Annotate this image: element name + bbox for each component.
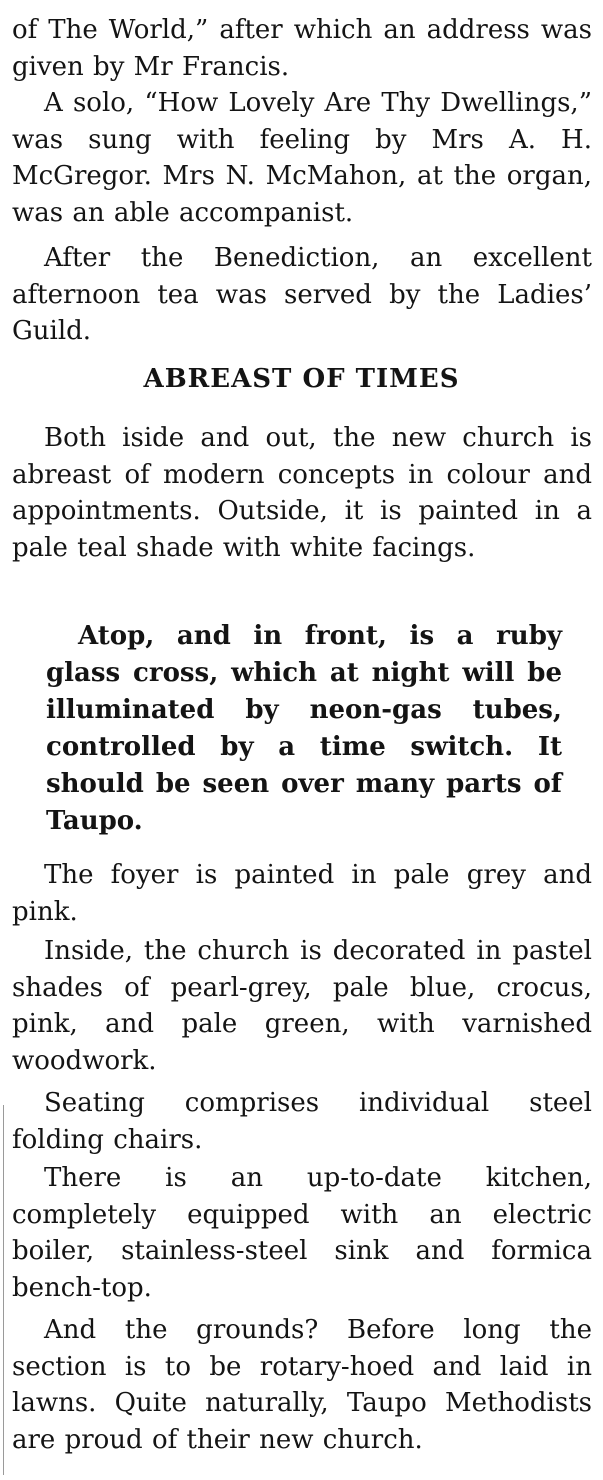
paragraph-foyer: The foyer is painted in pale grey and pink. <box>12 860 592 927</box>
paragraph-exterior: Both iside and out, the new church is abreast of modern concepts in colour and appointments. Outside, it is painted in a pale teal shade with white facings. <box>12 423 592 563</box>
paragraph-kitchen: There is an up-to-date kitchen, completely equipped with an electric boiler, stainless-steel sink and formica bench-top. <box>12 1163 592 1303</box>
paragraph-seating: Seating comprises individual steel folding chairs. <box>12 1088 592 1155</box>
paragraph-grounds: And the grounds? Before long the section is to be rotary-hoed and laid in lawns. Quite naturally, Taupo Methodists are proud of their new church. <box>12 1315 592 1455</box>
section-heading: ABREAST OF TIMES <box>143 364 460 394</box>
bold-paragraph-text: Atop, and in front, is a ruby glass cross, which at night will be illuminated by neon-gas tubes, controlled by a time switch. It should be seen over many parts of Taupo. <box>46 621 562 836</box>
paragraph-solo: A solo, “How Lovely Are Thy Dwellings,” was sung with feeling by Mrs A. H. McGregor. Mrs N. McMahon, at the organ, was an able accompanist. <box>12 88 592 228</box>
paragraph-cross-highlight <box>46 618 562 840</box>
column-edge-line <box>3 1105 4 1475</box>
paragraph-benediction: After the Benediction, an excellent afternoon tea was served by the Ladies’ Guild. <box>12 243 592 346</box>
paragraph-interior: Inside, the church is decorated in pastel shades of pearl-grey, pale blue, crocus, pink, and pale green, with varnished woodwork. <box>12 936 592 1076</box>
paragraph-address: of The World,” after which an address was given by Mr Francis. <box>12 15 592 82</box>
